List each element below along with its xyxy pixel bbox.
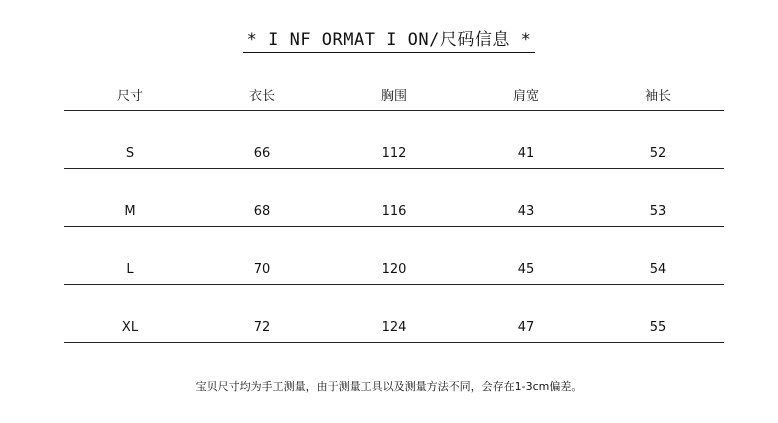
cell-chest: 112 xyxy=(381,146,407,161)
cell-length: 66 xyxy=(253,146,271,161)
cell-shoulder: 41 xyxy=(517,146,535,161)
header-cell-sleeve: 袖长 xyxy=(644,89,671,104)
size-table xyxy=(64,84,724,343)
cell-length: 72 xyxy=(253,320,271,335)
cell-shoulder: 43 xyxy=(517,204,535,219)
table-row xyxy=(64,227,724,285)
page-title-text: * I NF ORMAT I ON/尺码信息 * xyxy=(243,29,536,53)
measurement-note: 宝贝尺寸均为手工测量，由于测量工具以及测量方法不同，会存在1-3cm偏差。 xyxy=(195,380,583,393)
cell-chest: 116 xyxy=(381,204,407,219)
cell-size: S xyxy=(125,146,135,161)
table-row xyxy=(64,169,724,227)
cell-size: L xyxy=(126,262,134,277)
cell-length: 70 xyxy=(253,262,271,277)
cell-size: M xyxy=(124,204,136,219)
page-title xyxy=(0,29,778,53)
cell-sleeve: 55 xyxy=(649,320,667,335)
header-cell-chest: 胸围 xyxy=(380,89,407,104)
table-row xyxy=(64,111,724,169)
cell-length: 68 xyxy=(253,204,271,219)
header-cell-size: 尺寸 xyxy=(116,89,143,104)
cell-shoulder: 45 xyxy=(517,262,535,277)
cell-sleeve: 54 xyxy=(649,262,667,277)
cell-chest: 124 xyxy=(381,320,407,335)
header-cell-length: 衣长 xyxy=(248,89,275,104)
size-table-header xyxy=(64,84,724,111)
table-row xyxy=(64,285,724,343)
cell-shoulder: 47 xyxy=(517,320,535,335)
cell-chest: 120 xyxy=(381,262,407,277)
cell-sleeve: 53 xyxy=(649,204,667,219)
cell-size: XL xyxy=(121,320,139,335)
header-cell-shoulder: 肩宽 xyxy=(512,89,539,104)
cell-sleeve: 52 xyxy=(649,146,667,161)
